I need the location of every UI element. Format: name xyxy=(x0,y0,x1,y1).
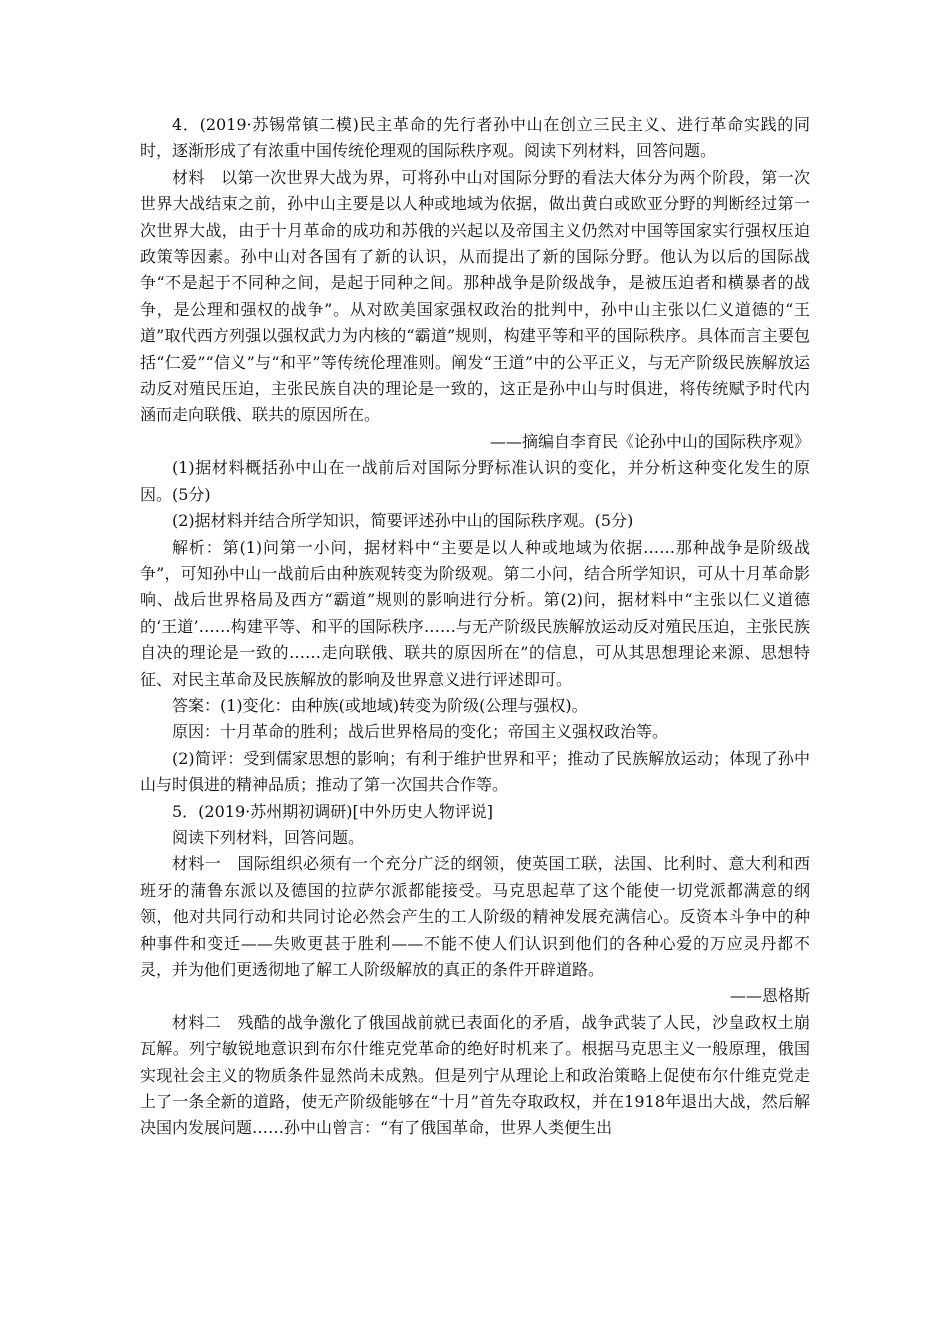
q4-analysis: 解析：第(1)问第一小问，据材料中“主要是以人种或地域为依据……那种战争是阶级战争”，可知孙中山一战前后由种族观转变为阶级观。第二小问，结合所学知识，可从十月革命影响、战后世界格局及西方“霸道”规则的影响进行分析。第(2)问，据材料中“主张以仁义道德的‘王道’……构建平等、和平的国际秩序……与无产阶级民族解放运动反对殖民压迫，主张民族自决的理论是一致的……走向联俄、联共的原因所在”的信息，可从其思想理论来源、思想特征、对民主革命及民族解放的影响及世界意义进行评述即可。 xyxy=(140,537,810,689)
q4-source: ——摘编自李育民《论孙中山的国际秩序观》 xyxy=(489,431,810,451)
q4-answer-reason: 原因：十月革命的胜利；战后世界格局的变化；帝国主义强权政治等。 xyxy=(172,722,669,742)
q4-answer-2: (2)简评：受到儒家思想的影响；有利于维护世界和平；推动了民族解放运动；体现了孙中山与时俱进的精神品质；推动了第一次国共合作等。 xyxy=(140,748,810,795)
q4-subquestion-1: (1)据材料概括孙中山在一战前后对国际分野标准认识的变化，并分析这种变化发生的原因。(5分) xyxy=(140,458,810,504)
document-page xyxy=(140,112,810,1142)
q5-intro: 5．(2019·苏州期初调研)[中外历史人物评说] xyxy=(172,801,493,821)
q5-material-2: 材料二 残酷的战争激化了俄国战前就已表面化的矛盾，战争武装了人民，沙皇政权土崩瓦解。列宁敏锐地意识到布尔什维克党革命的绝好时机来了。根据马克思主义一般原理，俄国实现社会主义的物质条件显然尚未成熟。但是列宁从理论上和政治策略上促使布尔什维克党走上了一条全新的道路，使无产阶级能够在“十月”首先夺取政权，并在1918年退出大战，然后解决国内发展问题……孙中山曾言：“有了俄国革命，世界人类便生出 xyxy=(140,1012,810,1138)
q4-material: 材料 以第一次世界大战为界，可将孙中山对国际分野的看法大体分为两个阶段，第一次世界大战结束之前，孙中山主要是以人种或地域为依据，做出黄白或欧亚分野的判断经过第一次世界大战，由于十月革命的成功和苏俄的兴起以及帝国主义仍然对中国等国家实行强权压迫政策等因素。孙中山对各国有了新的认识，从而提出了新的国际分野。他认为以后的国际战争“不是起于不同种之间，是起于同种之间。那种战争是阶级战争，是被压迫者和横暴者的战争，是公理和强权的战争”。从对欧美国家强权政治的批判中，孙中山主张以仁义道德的“王道”取代西方列强以强权武力为内核的“霸道”规则，构建平等和平的国际秩序。具体而言主要包括“仁爱”“信义”与“和平”等传统伦理准则。阐发“王道”中的公平正义，与无产阶级民族解放运动反对殖民压迫，主张民族自决的理论是一致的，这正是孙中山与时俱进，将传统赋予时代内涵而走向联俄、联共的原因所在。 xyxy=(140,167,810,425)
q4-intro: 4．(2019·苏锡常镇二模)民主革命的先行者孙中山在创立三民主义、进行革命实践的同时，逐渐形成了有浓重中国传统伦理观的国际秩序观。阅读下列材料，回答问题。 xyxy=(140,115,810,161)
q4-answer-1: 答案：(1)变化：由种族(或地域)转变为阶级(公理与强权)。 xyxy=(172,695,588,715)
q5-instruction: 阅读下列材料，回答问题。 xyxy=(172,827,365,847)
q5-source-1: ——恩格斯 xyxy=(729,986,810,1006)
q5-material-1: 材料一 国际组织必须有一个充分广泛的纲领，使英国工联，法国、比利时、意大利和西班牙的蒲鲁东派以及德国的拉萨尔派都能接受。马克思起草了这个能使一切党派都满意的纲领，他对共同行动和共同讨论必然会产生的工人阶级的精神发展充满信心。反资本斗争中的种种事件和变迁——失败更甚于胜利——不能不使人们认识到他们的各种心爱的万应灵丹都不灵，并为他们更透彻地了解工人阶级解放的真正的条件开辟道路。 xyxy=(140,854,810,979)
q4-subquestion-2: (2)据材料并结合所学知识，简要评述孙中山的国际秩序观。(5分) xyxy=(172,511,634,531)
